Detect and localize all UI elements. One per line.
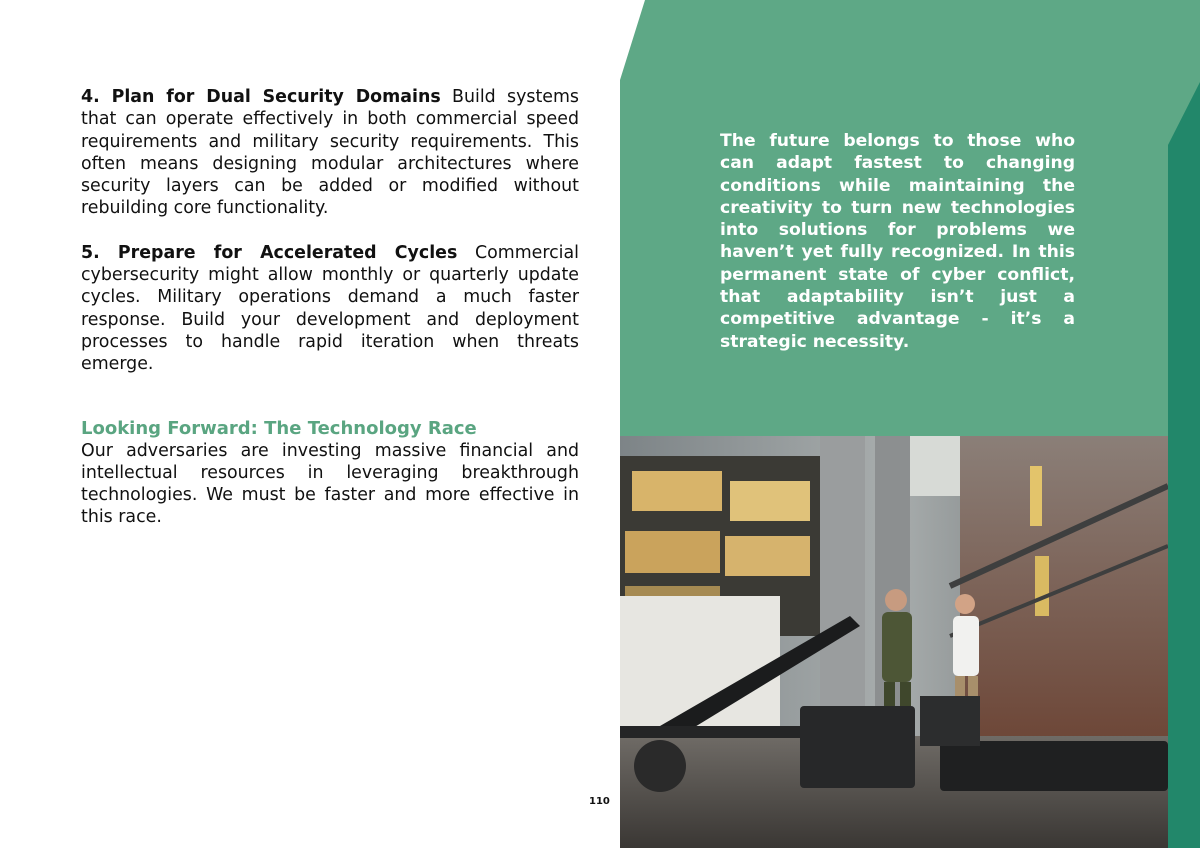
item-4-body: Build systems that can operate effectively in both commercial speed requirements and military security requirements. This often means designing modular architectures where security layers can be added or modified without rebuilding core functionality. bbox=[81, 87, 579, 219]
left-text-column bbox=[81, 86, 579, 529]
pull-quote: The future belongs to those who can adapt fastest to changing conditions while maintaining the creativity to turn new technologies into solutions for problems we haven’t yet fully recognized. In this permanent state of cyber conflict, that adaptability isn’t just a competitive advantage - it’s a strategic necessity. bbox=[720, 131, 1075, 352]
page-number: 110 bbox=[589, 796, 610, 807]
section-body: Our adversaries are investing massive financial and intellectual resources in leveraging breakthrough technologies. We must be faster and more effective in this race. bbox=[81, 440, 579, 528]
item-4-paragraph bbox=[81, 86, 579, 220]
atrium-photo-illustration bbox=[620, 436, 1168, 848]
atrium-photo bbox=[620, 436, 1168, 848]
item-5-heading: 5. Prepare for Accelerated Cycles bbox=[81, 242, 458, 263]
item-5-paragraph bbox=[81, 242, 579, 376]
item-4-heading: 4. Plan for Dual Security Domains bbox=[81, 87, 441, 107]
section-heading: Looking Forward: The Technology Race bbox=[81, 417, 477, 439]
item-5-body: Commercial cybersecurity might allow monthly or quarterly update cycles. Military operations demand a much faster response. Build your development and deployment processes to handle rapid iteration when threats emerge. bbox=[81, 242, 579, 375]
